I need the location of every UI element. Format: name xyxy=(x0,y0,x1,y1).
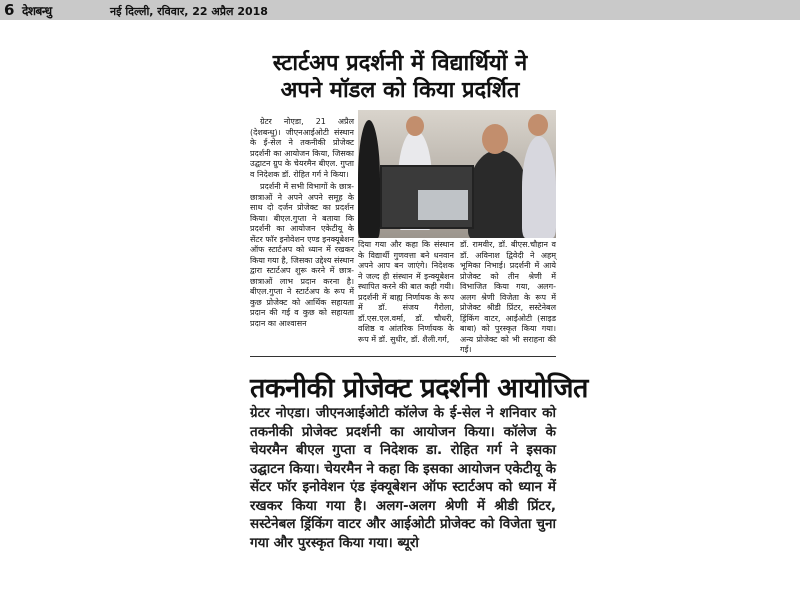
page-header-bar xyxy=(0,0,800,20)
photo-head-right xyxy=(528,114,548,136)
article2-headline: तकनीकी प्रोजेक्ट प्रदर्शनी आयोजित xyxy=(250,373,588,404)
article1-column-1 xyxy=(250,117,354,331)
article1-column-2 xyxy=(358,240,454,347)
photo-head-guest xyxy=(482,124,508,154)
headline-line-2: अपने मॉडल को किया प्रदर्शित xyxy=(280,77,520,103)
article1-headline xyxy=(250,50,550,104)
page-number: 6 xyxy=(4,1,15,19)
headline-line-1: स्टार्टअप प्रदर्शनी में विद्यार्थियों ने xyxy=(272,50,528,76)
dateline: नई दिल्ली, रविवार, 22 अप्रैल 2018 xyxy=(110,5,268,18)
photo-head-student xyxy=(406,116,424,136)
article2-body: ग्रेटर नोएडा। जीएनआईओटी कॉलेज के ई-सेल ने शनिवार को तकनीकी प्रोजेक्ट प्रदर्शनी का आयोजन किया। कॉलेज के चेयरमैन बीएल गुप्ता व निदेशक डा. रोहित गर्ग ने इसका उद्घाटन किया। चेयरमैन ने कहा कि इसका आयोजन एकेटीयू के सेंटर फॉर इनोवेशन एंड इंक्यूबेशन ऑफ स्टार्टअप को ध्यान में रखकर किया गया है। अलग-अलग श्रेणी में श्रीडी प्रिंटर, सस्टेनेबल ड्रिंकिंग वाटर और आईओटी प्रोजेक्ट को विजेता चुना गया और पुरस्कृत किया गया। ब्यूरो xyxy=(250,405,556,551)
photo-machine-part xyxy=(418,190,468,220)
article1-column-3 xyxy=(460,240,556,358)
col1-paragraph-1: ग्रेटर नोएडा, 21 अप्रैल (देशबन्धु)। जीएनआईओटी संस्थान के ई-सेल ने तकनीकी प्रोजेक्ट प्रदर्शनी का आयोजन किया, जिसका उद्घाटन ग्रुप के चेयरमैन बीएल. गुप्ता व निदेशक डॉ. रोहित गर्ग ने किया। xyxy=(250,117,354,179)
col3-paragraph-1: डॉ. रामवीर, डॉ. बीएस.चौहान व डॉ. अविनाश द्विवेदी ने अहम् भूमिका निभाई। प्रदर्शनी में आये प्रोजेक्ट को तीन श्रेणी में विभाजित किया गया, अलग-अलग श्रेणी विजेता के रूप में प्रोजेक्ट श्रीडी प्रिंटर, सस्टेनेबल ड्रिंकिंग वाटर, आईओटी (साइड बाबा) को पुरस्कृत किया गया। अन्य प्रोजेक्ट को भी सराहना की गई। xyxy=(460,240,556,354)
photo-person-left xyxy=(358,120,380,238)
photo-person-right xyxy=(522,136,556,238)
newspaper-masthead: देशबन्धु xyxy=(22,4,52,18)
article-divider xyxy=(250,356,556,357)
photo-person-guest xyxy=(468,150,528,238)
col2-paragraph-1: दिया गया और कहा कि संस्थान के विद्यार्थी गुणवत्ता बने धनवान अपने आप बन जाएंगे। निदेशक ने जल्द ही संस्थान में इन्क्यूबेशन स्थापित करने की बात कही गयी। प्रदर्शनी में बाह्य निर्णायक के रूप में डॉ. संजय गैरोला, डॉ.एस.एल.वर्मा, डॉ. चौधरी, वशिष्ठ व आंतरिक निर्णायक के रूप में डॉ. सुधीर, डॉ. शैली.गर्ग, xyxy=(358,240,454,344)
col1-paragraph-2: प्रदर्शनी में सभी विभागों के छात्र-छात्राओं ने अपने अपने समूह के साथ दो दर्जन प्रोजेक्ट का प्रदर्शन किया। बीएल.गुप्ता ने बताया कि प्रदर्शनी का आयोजन एकेटीयू के सेंटर फॉर इनोवेशन एण्ड इनक्यूबेशन ऑफ स्टार्टअप को ध्यान में रखकर किया गया है, जिसका उद्देश्य संस्थान द्वारा स्टार्टअप शुरू करने में छात्र-छात्राओं लाभ प्रदान करना है। बीएल.गुप्ता ने स्टार्टअप के रूप में कुछ प्रोजेक्ट को आर्थिक सहायता प्रदान की गई व कुछ को सहायता प्रदान का आश्वासन xyxy=(250,182,354,328)
article-photo xyxy=(358,110,556,238)
